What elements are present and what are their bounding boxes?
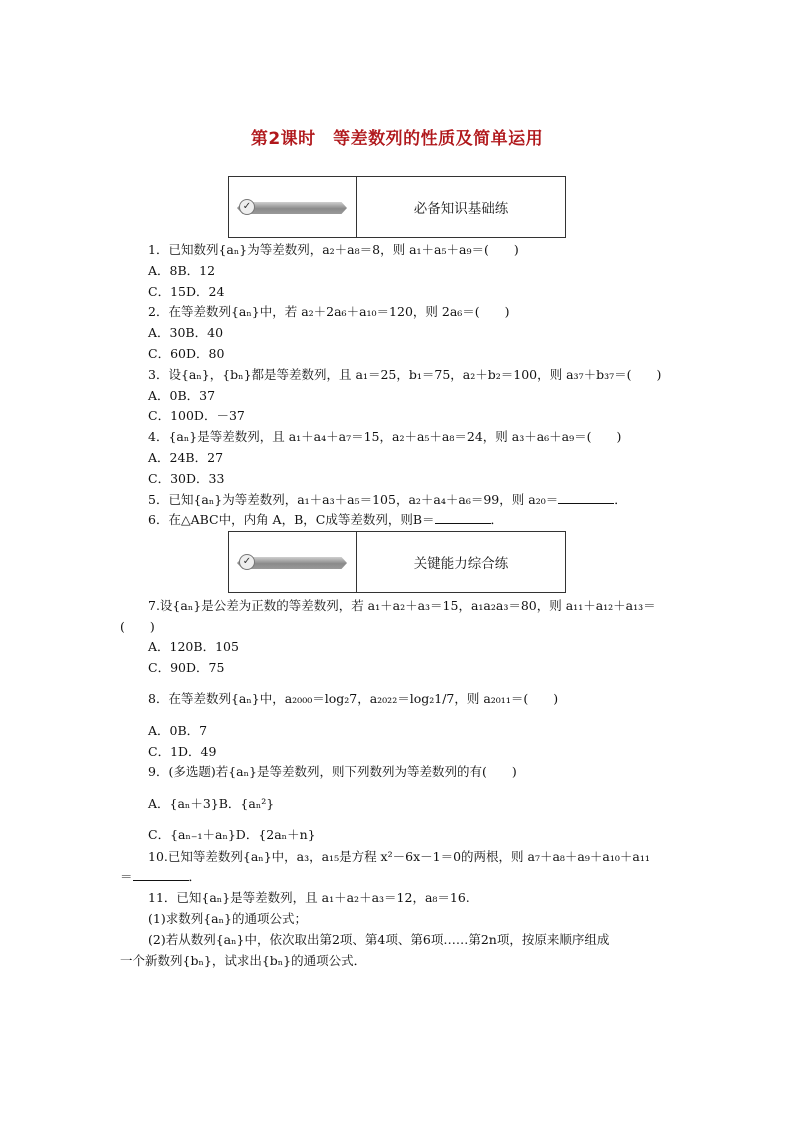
question-9-options-cd: C．{aₙ₋₁＋aₙ}D．{2aₙ＋n} [148, 827, 316, 842]
question-10-stem: 10.已知等差数列{aₙ}中，a₃，a₁₅是方程 x²－6x－1＝0的两根，则 a₇＋a₈＋a₉＋a₁₀＋a₁₁ [148, 849, 650, 864]
question-2-options-cd: C．60D．80 [148, 346, 225, 361]
answer-blank[interactable] [558, 491, 614, 504]
question-8-options-ab: A．0B．7 [148, 723, 208, 738]
question-3-options-ab: A．0B．37 [148, 388, 216, 403]
question-11-part-2-cont: 一个新数列{bₙ}，试求出{bₙ}的通项公式． [120, 953, 367, 968]
question-11-stem: 11．已知{aₙ}是等差数列，且 a₁＋a₂＋a₃＝12，a₈＝16. [148, 890, 470, 905]
question-4-options-cd: C．30D．33 [148, 471, 225, 486]
check-icon: ✓ [239, 554, 255, 570]
question-4-stem: 4．{aₙ}是等差数列，且 a₁＋a₄＋a₇＝15，a₂＋a₅＋a₈＝24，则 a₃＋a₆＋a₉＝( ) [148, 429, 622, 444]
question-2-options-ab: A．30B．40 [148, 325, 224, 340]
answer-blank[interactable] [435, 511, 491, 524]
question-7-options-ab: A．120B．105 [148, 639, 239, 654]
answer-blank[interactable] [133, 868, 189, 881]
section-banner-ability [228, 531, 566, 593]
section-label: 必备知识基础练 [413, 201, 509, 217]
page-title: 第2课时 等差数列的性质及简单运用 [250, 129, 544, 149]
question-2-stem: 2．在等差数列{aₙ}中，若 a₂＋2a₆＋a₁₀＝120，则 2a₆＝( ) [148, 304, 510, 319]
question-7-stem: 7.设{aₙ}是公差为正数的等差数列，若 a₁＋a₂＋a₃＝15，a₁a₂a₃＝80，则 a₁₁＋a₁₂＋a₁₃＝ [148, 598, 656, 613]
question-11-part-2: (2)若从数列{aₙ}中，依次取出第2项、第4项、第6项……第2n项，按原来顺序组成 [148, 932, 610, 947]
check-icon: ✓ [239, 199, 255, 215]
question-5: 5．已知{aₙ}为等差数列，a₁＋a₃＋a₅＝105，a₂＋a₄＋a₆＝99，则 a₂₀＝ ． [148, 492, 627, 507]
question-8-options-cd: C．1D．49 [148, 744, 217, 759]
question-3-stem: 3．设{aₙ}，{bₙ}都是等差数列，且 a₁＝25，b₁＝75，a₂＋b₂＝100，则 a₃₇＋b₃₇＝( ) [148, 367, 662, 382]
question-1-stem: 1．已知数列{aₙ}为等差数列，a₂＋a₈＝8，则 a₁＋a₅＋a₉＝( ) [148, 242, 519, 257]
question-7-options-cd: C．90D．75 [148, 660, 225, 675]
question-5-stem: 5．已知{aₙ}为等差数列，a₁＋a₃＋a₅＝105，a₂＋a₄＋a₆＝99，则 a₂₀＝ [148, 492, 559, 507]
question-4-options-ab: A．24B．27 [148, 450, 224, 465]
question-11-part-1: (1)求数列{aₙ}的通项公式； [148, 911, 307, 926]
question-1-options-cd: C．15D．24 [148, 284, 225, 299]
question-7-stem-cont: ( ) [120, 619, 155, 634]
question-9-stem: 9．(多选题)若{aₙ}是等差数列，则下列数列为等差数列的有( ) [148, 764, 517, 779]
section-banner-basic [228, 176, 566, 238]
question-6-stem: 6．在△ABC中，内角 A，B，C成等差数列，则B＝ [148, 512, 435, 527]
question-8-stem: 8．在等差数列{aₙ}中，a₂₀₀₀＝log₂7，a₂₀₂₂＝log₂1/7，则 a₂₀₁₁＝( ) [148, 691, 559, 706]
section-label: 关键能力综合练 [413, 556, 509, 572]
question-9-options-ab: A．{aₙ＋3}B．{aₙ²} [148, 796, 275, 811]
question-6: 6．在△ABC中，内角 A，B，C成等差数列，则B＝ ． [148, 512, 504, 527]
question-10-answer-line: ＝ ． [120, 869, 202, 884]
question-3-options-cd: C．100D．－37 [148, 408, 245, 423]
question-1-options-ab: A．8B．12 [148, 263, 216, 278]
